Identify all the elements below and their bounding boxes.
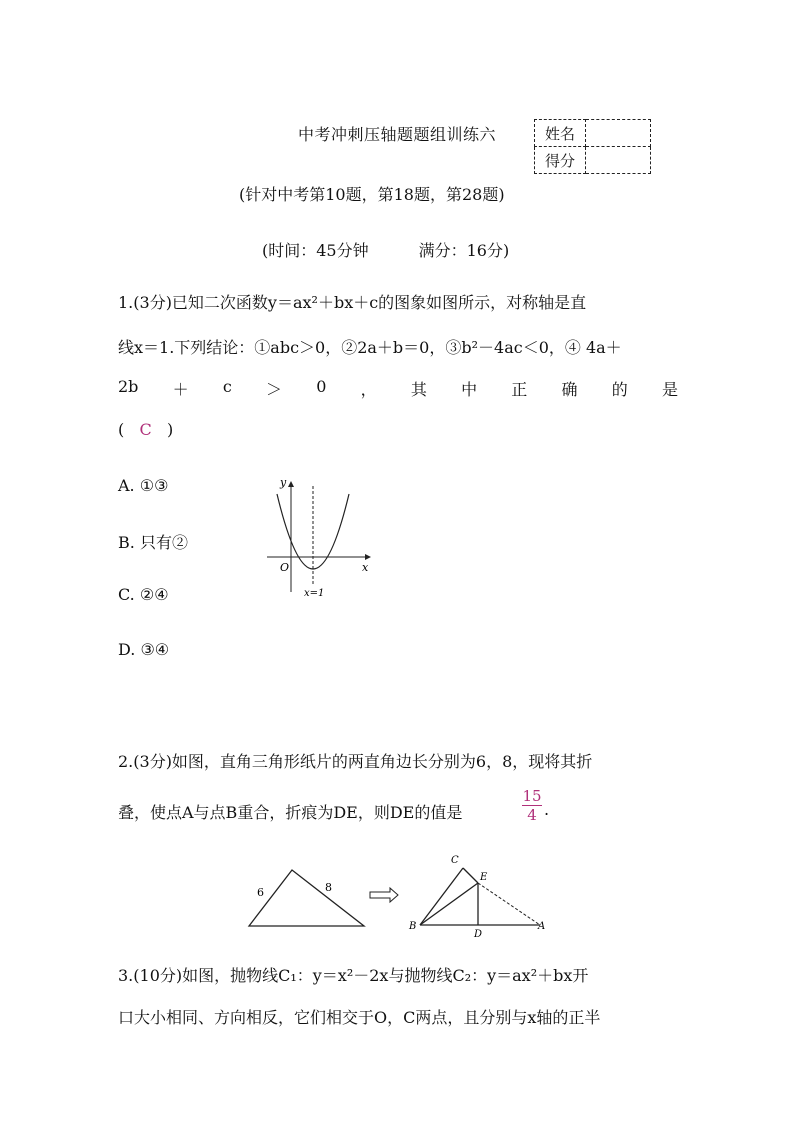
subtitle: (针对中考第10题，第18题，第28题) (239, 185, 505, 204)
q2-text: 叠，使点A与点B重合，折痕为DE，则DE的值是 (118, 803, 463, 822)
q1-token: 其 (410, 380, 427, 399)
option-c[interactable] (118, 585, 169, 604)
segment-be (420, 883, 478, 925)
arrow-icon (370, 888, 398, 902)
side-6-label: 6 (257, 886, 264, 899)
q2-line2 (118, 800, 462, 823)
q2-line1: 2.(3分)如图，直角三角形纸片的两直角边长分别为6，8，现将其折 (118, 752, 593, 771)
option-letter: D. (118, 640, 136, 659)
score-field[interactable] (586, 147, 651, 174)
q1-token: 2b (118, 377, 139, 396)
option-a[interactable] (118, 476, 168, 495)
q2-answer-fraction (522, 787, 542, 824)
q1-line2: 线x＝1.下列结论：①abc＞0，②2a＋b＝0，③b²－4ac＜0，④ 4a＋ (118, 338, 622, 357)
q1-token: c (222, 377, 232, 396)
option-letter: A. (118, 476, 135, 495)
q2-period: . (544, 800, 550, 819)
full-score: 满分：16分) (418, 241, 510, 260)
q1-token: 0 (316, 377, 327, 396)
point-d-label: D (474, 929, 483, 940)
point-a-label: A (538, 921, 546, 932)
q1-token: 的 (611, 380, 628, 399)
point-c-label: C (451, 855, 459, 866)
name-field[interactable] (586, 120, 651, 147)
segment-bc (420, 868, 463, 925)
point-e-label: E (480, 872, 488, 883)
option-text: ②④ (139, 585, 169, 604)
name-label: 姓名 (535, 120, 586, 147)
segment-ea-dashed (478, 883, 540, 925)
original-triangle (249, 870, 364, 926)
option-d[interactable] (118, 640, 169, 659)
triangle-figure (240, 848, 560, 940)
q1-token: 确 (561, 380, 578, 399)
fraction-denominator: 4 (527, 806, 537, 824)
option-b[interactable] (118, 530, 188, 553)
time-info (262, 238, 509, 261)
parabola-graph (262, 474, 382, 602)
page-title: 中考冲刺压轴题题组训练六 (298, 125, 497, 144)
origin-label: O (280, 561, 290, 574)
q1-token: ， (360, 380, 377, 399)
paren-open: ( (118, 420, 125, 439)
q1-answer-line (118, 420, 173, 439)
x-label: x (362, 561, 369, 574)
q3-line2: 口大小相同、方向相反，它们相交于O，C两点，且分别与x轴的正半 (118, 1008, 601, 1027)
fraction-numerator: 15 (522, 787, 542, 805)
q1-token: 是 (661, 380, 678, 399)
q1-line3 (118, 377, 678, 400)
point-b-label: B (409, 921, 417, 932)
side-8-label: 8 (325, 881, 332, 894)
q1-answer: C (139, 420, 152, 439)
time-limit: (时间：45分钟 (262, 241, 369, 260)
q1-token: 正 (511, 380, 528, 399)
q3-line1: 3.(10分)如图，抛物线C₁：y＝x²－2x与抛物线C₂：y＝ax²＋bx开 (118, 966, 589, 985)
paren-close: ) (167, 420, 174, 439)
q1-token: ＞ (266, 380, 283, 399)
y-label: y (280, 476, 287, 489)
option-letter: C. (118, 585, 135, 604)
option-text: ①③ (139, 476, 169, 495)
axis-label: x=1 (304, 588, 325, 599)
q1-token: 中 (461, 380, 478, 399)
option-text: 只有② (139, 533, 188, 552)
option-letter: B. (118, 533, 135, 552)
score-label: 得分 (535, 147, 586, 174)
q1-token: ＋ (172, 380, 189, 399)
name-score-box (534, 119, 651, 174)
option-text: ③④ (140, 640, 170, 659)
q1-line1: 1.(3分)已知二次函数y＝ax²＋bx＋c的图象如图所示，对称轴是直 (118, 293, 587, 312)
segment-ce (463, 868, 478, 883)
